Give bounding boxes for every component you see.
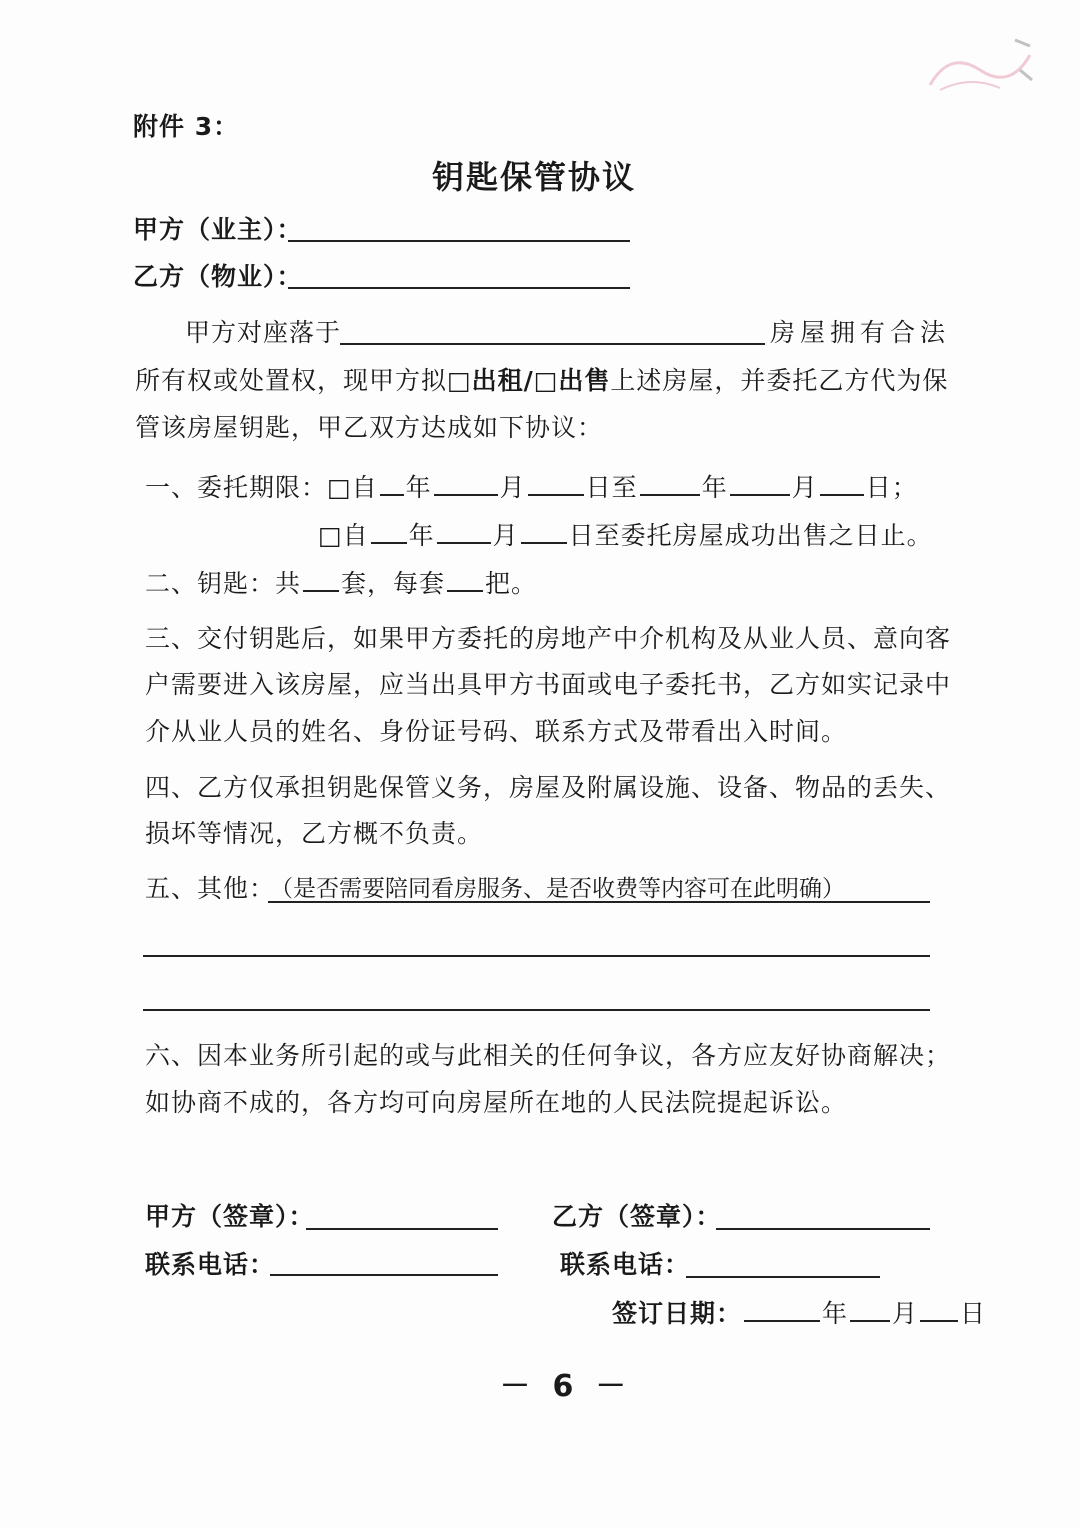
date-day-field[interactable] [920,1298,958,1322]
date-day-label: 日 [960,1299,987,1328]
date-month-field[interactable] [850,1298,890,1322]
attachment-label: 附件 3： [133,112,240,141]
party-b-property-label: 乙方（物业）： [133,262,303,291]
party-b-sign-label: 乙方（签章）： [552,1202,722,1231]
red-stamp-mark-icon [920,30,1040,100]
intro-line2-pre: 所有权或处置权，现甲方拟 [135,366,448,395]
party-b-property-field[interactable] [288,287,630,289]
option-slash: / [523,366,534,395]
start-month-field-1[interactable] [434,472,498,496]
clause2-pre: 二、钥匙：共 [145,569,302,598]
year-label: 年 [701,473,728,502]
clause6-line1: 六、因本业务所引起的或与此相关的任何争议，各方应友好协商解决； [145,1041,952,1070]
clause1-line2 [318,520,933,551]
end-month-field-1[interactable] [730,472,790,496]
party-a-contact-field[interactable] [270,1274,498,1276]
party-b-sign-field[interactable] [716,1228,930,1230]
date-month-label: 月 [892,1299,919,1328]
month-label: 月 [499,473,526,502]
key-sets-field[interactable] [303,568,339,592]
intro-line3: 管该房屋钥匙，甲乙双方达成如下协议： [135,413,604,442]
clause4-line1: 四、乙方仅承担钥匙保管义务，房屋及附属设施、设备、物品的丢失、 [145,773,952,802]
clause2 [145,568,537,599]
intro-line1-end: 房屋拥有合法 [770,318,951,347]
start-day-field-1[interactable] [528,472,584,496]
clause1-line1 [145,472,918,503]
start-month-field-2[interactable] [437,520,491,544]
clause3-line1: 三、交付钥匙后，如果甲方委托的房地产中介机构及从业人员、意向客 [145,624,952,653]
clause3-line3: 介从业人员的姓名、身份证号码、联系方式及带看出入时间。 [145,717,848,746]
date-year-field[interactable] [744,1298,820,1322]
other-terms-field-1[interactable] [268,901,930,903]
clause6-line2: 如协商不成的，各方均可向房屋所在地的人民法院提起诉讼。 [145,1088,848,1117]
clause2-mid: 套，每套 [341,569,446,598]
start-year-field-2[interactable] [371,520,407,544]
signing-date [612,1298,986,1329]
party-a-contact-label: 联系电话： [145,1250,276,1279]
intro-line2-post: 上述房屋，并委托乙方代为保 [610,366,949,395]
day-end-label: 日； [865,473,918,502]
day-to-label: 日至 [585,473,638,502]
party-b-contact-label: 联系电话： [560,1250,691,1279]
other-terms-field-3[interactable] [143,1009,930,1011]
page-title: 钥匙保管协议 [432,158,637,196]
year-label: 年 [405,473,432,502]
intro-line1-start: 甲方对座落于 [185,318,342,347]
until-sold-text: 日至委托房屋成功出售之日止。 [568,521,933,550]
clause1-opt2-checkbox[interactable]: □自 [318,521,369,550]
clause5-hint: （是否需要陪同看房服务、是否收费等内容可在此明确） [270,876,845,902]
clause1-opt1-checkbox[interactable]: □自 [327,473,378,502]
year-label: 年 [408,521,435,550]
clause1-label: 一、委托期限： [145,473,328,502]
keys-per-set-field[interactable] [447,568,483,592]
start-year-field-1[interactable] [380,472,404,496]
month-label: 月 [791,473,818,502]
end-year-field-1[interactable] [640,472,700,496]
date-year-label: 年 [822,1299,849,1328]
date-label: 签订日期： [612,1299,743,1328]
party-a-owner-field[interactable] [288,240,630,242]
clause2-post: 把。 [485,569,538,598]
start-day-field-2[interactable] [521,520,567,544]
party-a-owner-label: 甲方（业主）： [133,215,303,244]
intro-line2 [135,366,948,396]
property-address-field[interactable] [340,343,765,345]
option-rent-checkbox[interactable]: □出租 [447,366,524,395]
clause5-label: 五、其他： [145,874,276,903]
clause3-line2: 户需要进入该房屋，应当出具甲方书面或电子委托书，乙方如实记录中 [145,670,952,699]
party-a-sign-field[interactable] [306,1228,498,1230]
party-a-sign-label: 甲方（签章）： [145,1202,315,1231]
month-label: 月 [492,521,519,550]
clause4-line2: 损坏等情况，乙方概不负责。 [145,819,484,848]
party-b-contact-field[interactable] [686,1276,880,1278]
option-sell-checkbox[interactable]: □出售 [533,366,611,395]
end-day-field-1[interactable] [820,472,864,496]
page-number: － 6 － [500,1369,632,1404]
other-terms-field-2[interactable] [143,955,930,957]
